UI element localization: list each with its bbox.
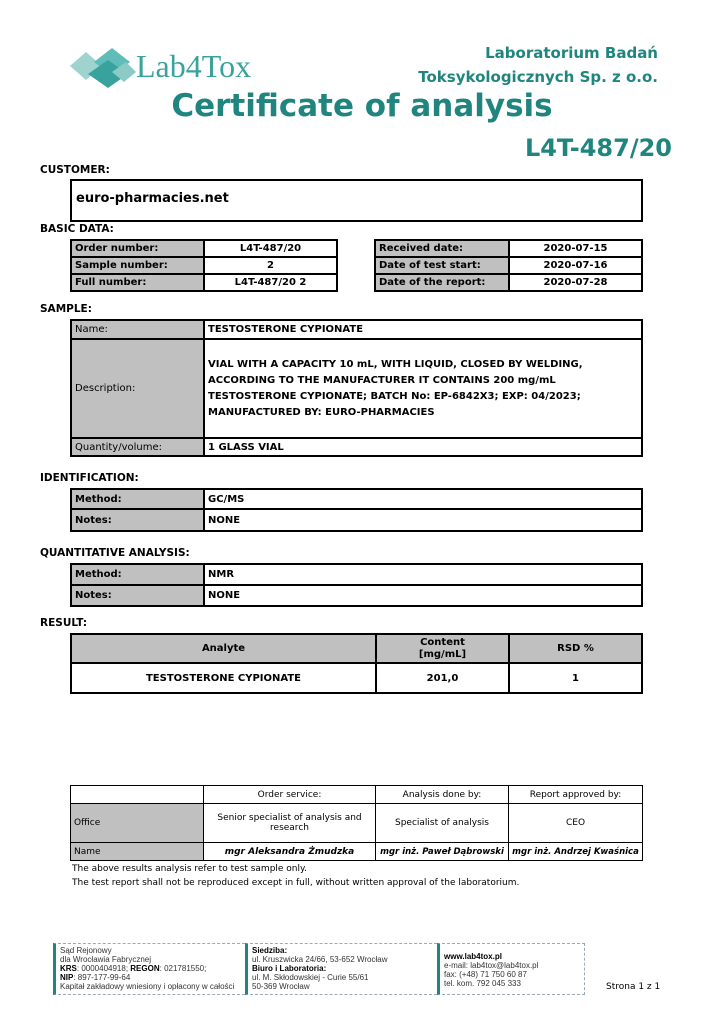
footer-address xyxy=(245,943,437,995)
note-line-2: The test report shall not be reproduced except in full, without written approval of the laboratorium. xyxy=(72,878,520,888)
sample-quantity-value: 1 GLASS VIAL xyxy=(204,438,642,456)
seat-address: ul. Kruszwicka 24/66, 53-652 Wrocław xyxy=(252,955,388,964)
header-report-approved-by: Report approved by: xyxy=(509,786,643,804)
order-number-label: Order number: xyxy=(71,240,204,257)
test-start-label: Date of test start: xyxy=(375,257,509,274)
full-number-label: Full number: xyxy=(71,274,204,291)
krs-label: KRS xyxy=(60,964,77,973)
footer-registry xyxy=(53,943,245,995)
header-analysis-done-by: Analysis done by: xyxy=(376,786,509,804)
result-content: 201,0 xyxy=(376,663,509,693)
result-row xyxy=(71,663,642,693)
full-number-value: L4T-487/20 2 xyxy=(204,274,337,291)
sample-name-label: Name: xyxy=(71,320,204,339)
result-header-rsd: RSD % xyxy=(509,634,642,663)
order-number-value: L4T-487/20 xyxy=(204,240,337,257)
quantitative-method-label: Method: xyxy=(71,564,204,585)
office-approved: CEO xyxy=(509,804,643,843)
report-date-label: Date of the report: xyxy=(375,274,509,291)
nip-label: NIP xyxy=(60,973,74,982)
identification-notes-label: Notes: xyxy=(71,509,204,531)
regon-value: : 021781550; xyxy=(159,964,207,973)
footer-court: Sąd Rejonowy xyxy=(60,946,112,955)
sample-number-value: 2 xyxy=(204,257,337,274)
name-label: Name xyxy=(71,843,204,861)
quantitative-notes-label: Notes: xyxy=(71,585,204,606)
basic-data-right-table xyxy=(374,239,643,292)
sample-description-label: Description: xyxy=(71,339,204,438)
quantitative-label: QUANTITATIVE ANALYSIS: xyxy=(40,547,190,559)
result-header-analyte: Analyte xyxy=(71,634,376,663)
identification-notes-value: NONE xyxy=(204,509,642,531)
received-date-value: 2020-07-15 xyxy=(509,240,642,257)
quantitative-method-value: NMR xyxy=(204,564,642,585)
nip-value: : 897-177-99-64 xyxy=(73,973,131,982)
basic-data-label: BASIC DATA: xyxy=(40,223,114,235)
krs-value: : 0000404918; xyxy=(76,964,131,973)
name-order-service: mgr Aleksandra Żmudzka xyxy=(204,843,376,861)
company-name-line1: Laboratorium Badań xyxy=(485,44,658,62)
name-analysis: mgr inż. Paweł Dąbrowski xyxy=(376,843,509,861)
regon-label: REGON xyxy=(130,964,160,973)
result-label: RESULT: xyxy=(40,617,88,629)
sample-label: SAMPLE: xyxy=(40,303,92,315)
report-date-value: 2020-07-28 xyxy=(509,274,642,291)
result-rsd: 1 xyxy=(509,663,642,693)
identification-table xyxy=(70,488,643,532)
sample-description-value: VIAL WITH A CAPACITY 10 mL, WITH LIQUID, CLOSED BY WELDING, ACCORDING TO THE MANUFACTURER IT CONTAINS 200 mg/mL TESTOSTERONE CYPIONATE; BATCH No: EP-6842X3; EXP: 04/2023; MANUFACTURED BY: EURO-PHARMACIES xyxy=(204,339,642,438)
sample-table xyxy=(70,319,643,457)
sample-quantity-label: Quantity/volume: xyxy=(71,438,204,456)
identification-method-label: Method: xyxy=(71,489,204,509)
certificate-number: L4T-487/20 xyxy=(524,134,672,162)
header-order-service: Order service: xyxy=(204,786,376,804)
quantitative-notes-value: NONE xyxy=(204,585,642,606)
phone-number: tel. kom. 792 045 333 xyxy=(444,979,521,988)
received-date-label: Received date: xyxy=(375,240,509,257)
office-analysis: Specialist of analysis xyxy=(376,804,509,843)
basic-data-left-table xyxy=(70,239,338,292)
footer-contact xyxy=(437,943,585,995)
logo-mark-icon xyxy=(68,44,138,88)
customer-box xyxy=(70,179,643,222)
seat-label: Siedziba: xyxy=(252,946,288,955)
logo xyxy=(68,44,268,88)
sample-name-value: TESTOSTERONE CYPIONATE xyxy=(204,320,642,339)
result-analyte: TESTOSTERONE CYPIONATE xyxy=(71,663,376,693)
page-title: Certificate of analysis xyxy=(171,88,553,124)
office-address-2: 50-369 Wrocław xyxy=(252,982,310,991)
website-link[interactable]: www.lab4tox.pl xyxy=(444,952,502,961)
email-link[interactable]: e-mail: lab4tox@lab4tox.pl xyxy=(444,961,539,970)
signatures-corner xyxy=(71,786,204,804)
result-table xyxy=(70,633,643,694)
identification-label: IDENTIFICATION: xyxy=(40,472,139,484)
note-line-1: The above results analysis refer to test sample only. xyxy=(72,864,307,874)
page-number: Strona 1 z 1 xyxy=(606,982,661,992)
office-order-service: Senior specialist of analysis and research xyxy=(204,804,376,843)
identification-method-value: GC/MS xyxy=(204,489,642,509)
office-address-1: ul. M. Skłodowskiej - Curie 55/61 xyxy=(252,973,369,982)
customer-value: euro-pharmacies.net xyxy=(76,191,229,206)
signatures-table xyxy=(70,785,643,861)
quantitative-table xyxy=(70,563,643,607)
fax-number: fax: (+48) 71 750 60 87 xyxy=(444,970,527,979)
footer-capital: Kapitał zakładowy wniesiony i opłacony w całości xyxy=(60,982,235,991)
logo-text: Lab4Tox xyxy=(136,48,252,84)
test-start-value: 2020-07-16 xyxy=(509,257,642,274)
customer-label: CUSTOMER: xyxy=(40,164,110,176)
footer-court-city: dla Wrocławia Fabrycznej xyxy=(60,955,151,964)
company-name-line2: Toksykologicznych Sp. z o.o. xyxy=(418,68,658,86)
result-header-content: Content [mg/mL] xyxy=(376,634,509,663)
name-approved: mgr inż. Andrzej Kwaśnica xyxy=(509,843,643,861)
office-address-label: Biuro i Laboratoria: xyxy=(252,964,327,973)
office-label: Office xyxy=(71,804,204,843)
sample-number-label: Sample number: xyxy=(71,257,204,274)
